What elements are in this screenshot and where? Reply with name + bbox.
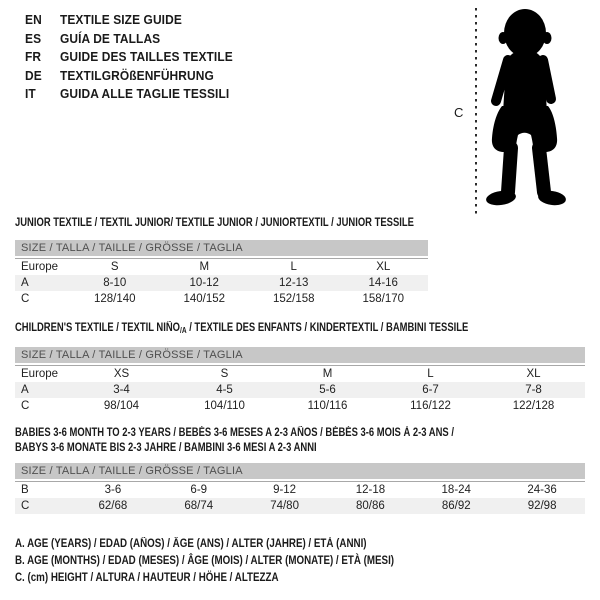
footnote-a: A. AGE (YEARS) / EDAD (AÑOS) / ÂGE (ANS) / ALTER (JAHRE) / ETÀ (ANNI)	[15, 538, 367, 550]
language-row	[25, 48, 233, 67]
children-heading-text: CHILDREN'S TEXTILE / TEXTIL NIÑO	[15, 322, 181, 334]
table-cell: 122/128	[512, 400, 555, 412]
table-cell: 116/122	[410, 400, 451, 412]
babies-heading-line1: BABIES 3-6 MONTH TO 2-3 YEARS / BEBÉS 3-6 MESES A 2-3 AÑOS / BÉBÉS 3-6 MOIS À 2-3 ANS /	[15, 427, 454, 439]
language-code: FR	[25, 49, 42, 64]
table-cell: 18-24	[441, 484, 471, 496]
language-row	[25, 30, 233, 49]
table-cell: 12-13	[279, 277, 309, 289]
table-cell: 128/140	[93, 293, 136, 305]
language-label: GUÍA DE TALLAS	[59, 30, 161, 46]
junior-heading: JUNIOR TEXTILE / TEXTIL JUNIOR/ TEXTILE JUNIOR / JUNIORTEXTIL / JUNIOR TESSILE	[15, 217, 414, 229]
column-header: M	[322, 368, 333, 380]
language-code: IT	[25, 86, 36, 101]
language-label: TEXTILGRÖßENFÜHRUNG	[59, 67, 214, 83]
table-cell: 8-10	[103, 277, 127, 289]
table-header-row	[15, 259, 428, 275]
table-cell: 110/116	[307, 400, 348, 412]
children-heading-text: / TEXTILE DES ENFANTS / KINDERTEXTIL / BAMBINI TESSILE	[186, 322, 469, 334]
table-cell: 86/92	[441, 500, 471, 512]
table-cell: 12-18	[355, 484, 386, 496]
row-label: A	[21, 277, 29, 289]
table-cell: 24-36	[527, 484, 557, 496]
row-label: C	[21, 500, 30, 512]
table-cell: 98/104	[103, 400, 140, 412]
table-cell: 158/170	[362, 293, 405, 305]
size-bar: SIZE / TALLA / TAILLE / GRÖSSE / TAGLIA	[15, 463, 585, 479]
column-header: S	[220, 368, 229, 380]
language-row	[25, 85, 233, 104]
size-bar: SIZE / TALLA / TAILLE / GRÖSSE / TAGLIA	[15, 347, 585, 363]
children-size-table	[15, 365, 585, 414]
column-header: Europe	[21, 261, 59, 273]
baby-silhouette-icon	[440, 0, 600, 222]
language-code: EN	[25, 12, 42, 27]
table-cell: 4-5	[216, 384, 233, 396]
table-cell: 9-12	[273, 484, 297, 496]
table-cell: 140/152	[183, 293, 226, 305]
footnote-c: C. (cm) HEIGHT / ALTURA / HAUTEUR / HÖHE / ALTEZZA	[15, 572, 279, 584]
table-cell: 68/74	[184, 500, 214, 512]
babies-heading	[15, 426, 482, 456]
babies-section	[15, 426, 585, 514]
table-cell: 104/110	[204, 400, 245, 412]
children-heading	[15, 321, 482, 338]
junior-size-table	[15, 258, 428, 307]
column-header: S	[110, 261, 119, 273]
table-row	[15, 291, 428, 307]
table-row	[15, 382, 585, 398]
language-list	[25, 11, 233, 104]
row-label: C	[21, 400, 30, 412]
table-row	[15, 498, 585, 514]
table-cell: 7-8	[525, 384, 542, 396]
table-row	[15, 482, 585, 498]
babies-heading-line2: BABYS 3-6 MONATE BIS 2-3 JAHRE / BAMBINI 3-6 MESI A 2-3 ANNI	[15, 442, 317, 454]
table-cell: 3-6	[104, 484, 122, 496]
row-label: A	[21, 384, 29, 396]
table-cell: 152/158	[272, 293, 315, 305]
column-header: XL	[526, 368, 541, 380]
children-heading-subscript: /A	[180, 326, 187, 335]
language-label: TEXTILE SIZE GUIDE	[59, 12, 182, 27]
language-label: GUIDA ALLE TAGLIE TESSILI	[59, 86, 230, 101]
table-cell: 10-12	[189, 277, 219, 289]
table-cell: 92/98	[527, 500, 557, 512]
table-row	[15, 398, 585, 414]
table-cell: 6-7	[422, 384, 439, 396]
table-cell: 80/86	[356, 500, 385, 512]
footnote-b: B. AGE (MONTHS) / EDAD (MESES) / ÂGE (MOIS) / ALTER (MONATE) / ETÀ (MESI)	[15, 555, 395, 567]
figure-height-label: C	[454, 105, 464, 120]
table-row	[15, 275, 428, 291]
column-header: Europe	[21, 368, 59, 380]
row-label: B	[21, 484, 29, 496]
column-header: M	[199, 261, 210, 273]
footnotes	[15, 536, 394, 587]
column-header: L	[427, 368, 434, 380]
table-cell: 5-6	[319, 384, 336, 396]
language-row	[25, 67, 233, 86]
language-label: GUIDE DES TAILLES TEXTILE	[59, 49, 233, 64]
language-code: ES	[25, 30, 42, 46]
junior-section	[15, 216, 428, 307]
table-cell: 6-9	[190, 484, 208, 496]
column-header: XS	[113, 368, 130, 380]
baby-figure	[440, 0, 600, 222]
babies-size-table	[15, 481, 585, 514]
column-header: XL	[376, 261, 391, 273]
row-label: C	[21, 293, 30, 305]
size-bar: SIZE / TALLA / TAILLE / GRÖSSE / TAGLIA	[15, 240, 428, 256]
table-cell: 74/80	[270, 500, 299, 512]
table-cell: 62/68	[98, 500, 128, 512]
table-cell: 14-16	[368, 277, 398, 289]
language-code: DE	[25, 67, 42, 83]
children-section	[15, 321, 585, 414]
table-header-row	[15, 366, 585, 382]
column-header: L	[290, 261, 297, 273]
table-cell: 3-4	[113, 384, 130, 396]
language-row	[25, 11, 233, 30]
